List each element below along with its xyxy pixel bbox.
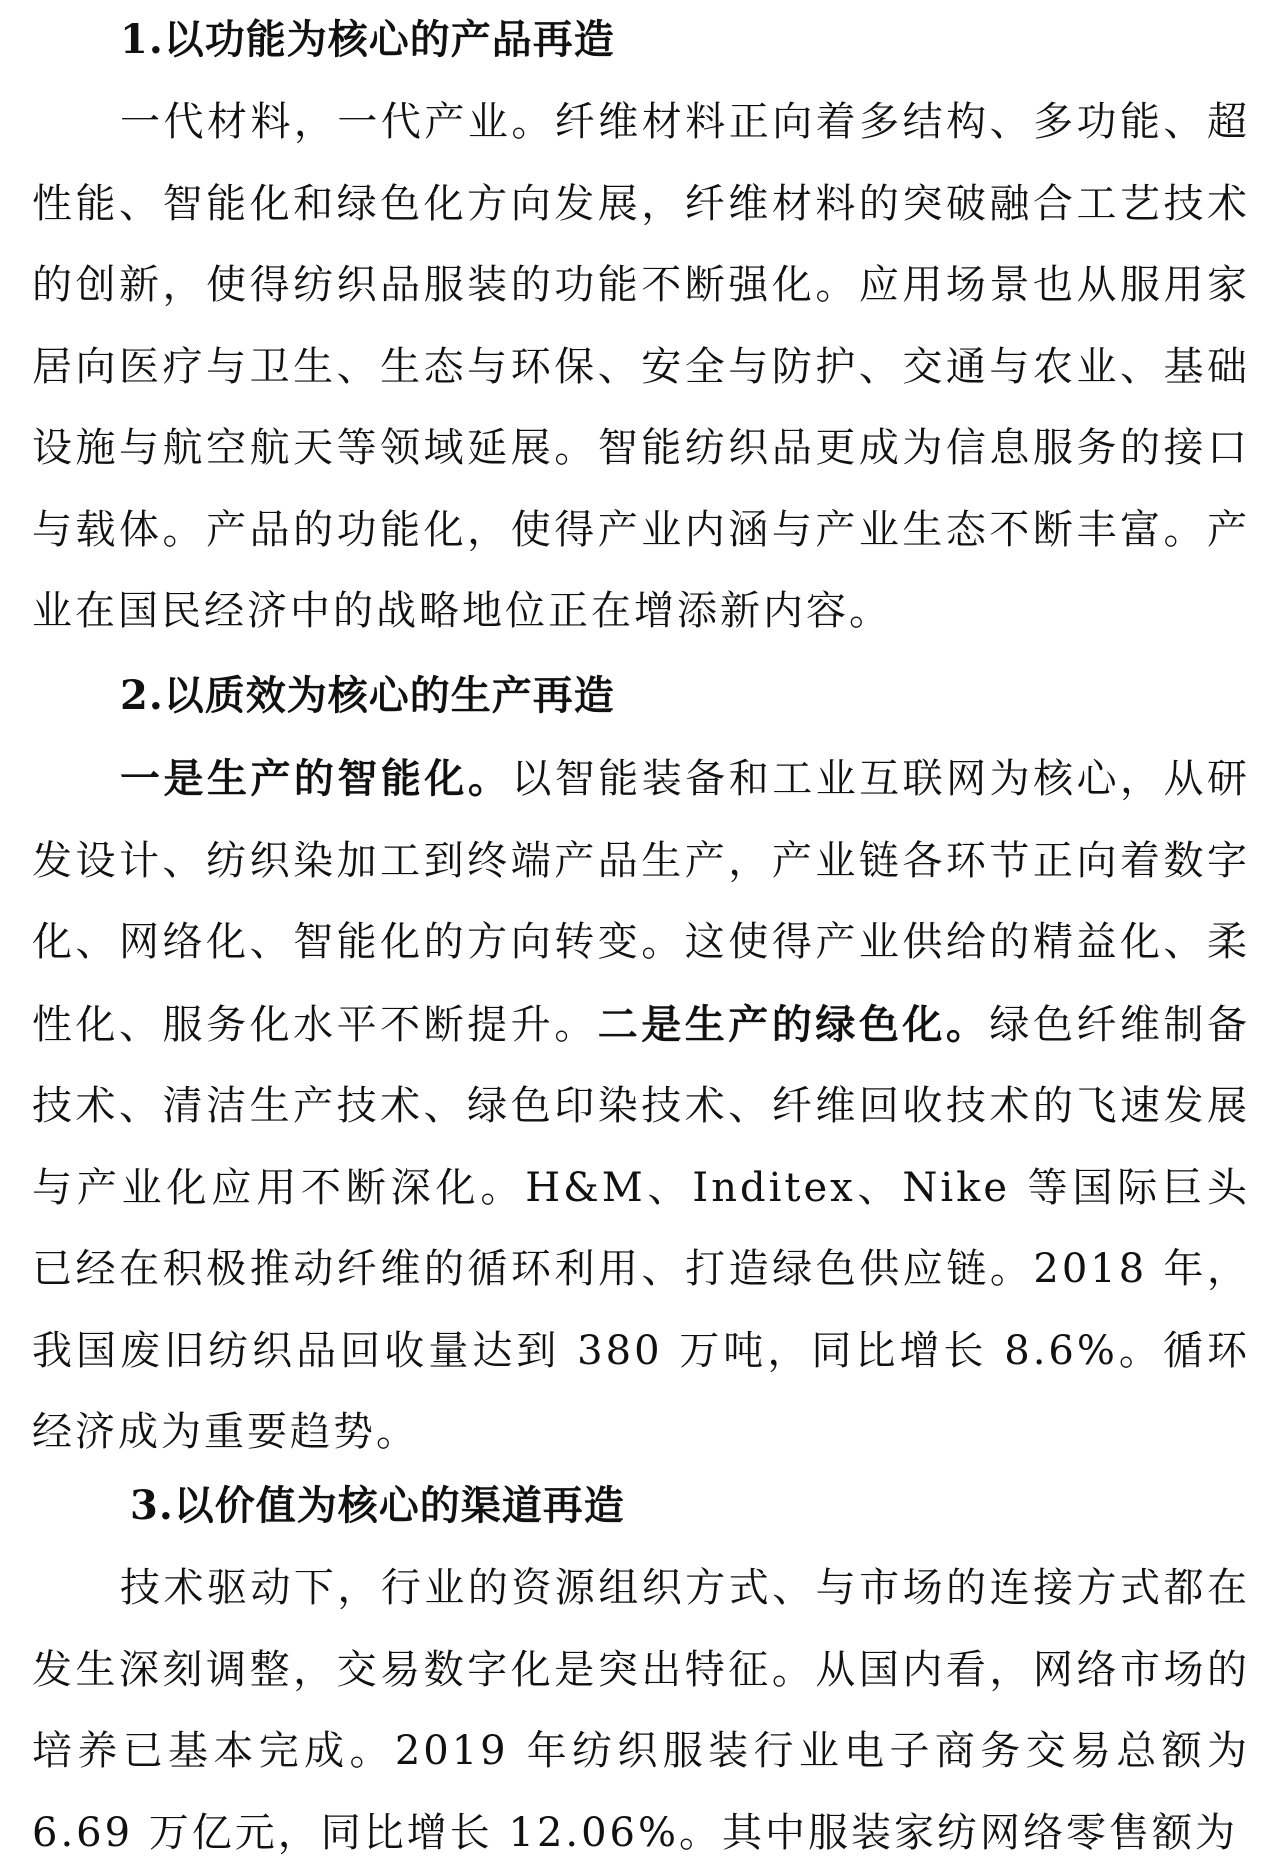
paragraph-bold-lead: 一是生产的智能化。	[120, 755, 512, 802]
section-heading-channel-reengineering: 3.以价值为核心的渠道再造	[130, 1482, 625, 1529]
paragraph-text: 一代材料，一代产业。纤维材料正向着多结构、多功能、超性能、智能化和绿色化方向发展，纤维材料的突破融合工艺技术的创新，使得纺织品服装的功能不断强化。应用场景也从服用家居向医疗与卫生、生态与环保、安全与防护、交通与农业、基础设施与航空航天等领域延展。智能纺织品更成为信息服务的接口与载体。产品的功能化，使得产业内涵与产业生态不断丰富。产业在国民经济中的战略地位正在增添新内容。	[32, 99, 1250, 634]
section-paragraph-channel-reengineering	[32, 1548, 1250, 1874]
paragraph-text: 技术驱动下，行业的资源组织方式、与市场的连接方式都在发生深刻调整，交易数字化是突出特征。从国内看，网络市场的培养已基本完成。2019 年纺织服装行业电子商务交易总额为 6.69 万亿元，同比增长 12.06%。其中服装家纺网络零售额为	[32, 1565, 1250, 1856]
section-paragraph-product-reengineering	[32, 82, 1250, 653]
section-heading-product-reengineering: 1.以功能为核心的产品再造	[120, 16, 615, 63]
paragraph-bold-lead: 二是生产的绿色化。	[597, 1000, 990, 1048]
paragraph-text: 以智能装备和工业互联网为核心，从研发设计、纺织染加工到终端产品生产，产业链各环节正向着数字化、网络化、智能化的方向转变。这使得产业供给的精益化、柔性化、服务化水平不断提升。	[32, 756, 1251, 1048]
section-heading-production-reengineering: 2.以质效为核心的生产再造	[120, 672, 615, 719]
section-paragraph-production-reengineering	[32, 738, 1250, 1474]
paragraph-text: 绿色纤维制备技术、清洁生产技术、绿色印染技术、纤维回收技术的飞速发展与产业化应用不断深化。H&M、Inditex、Nike 等国际巨头已经在积极推动纤维的循环利用、打造绿色供应链。2018 年，我国废旧纺织品回收量达到 380 万吨，同比增长 8.6%。循环经济成为重要趋势。	[32, 1001, 1251, 1455]
